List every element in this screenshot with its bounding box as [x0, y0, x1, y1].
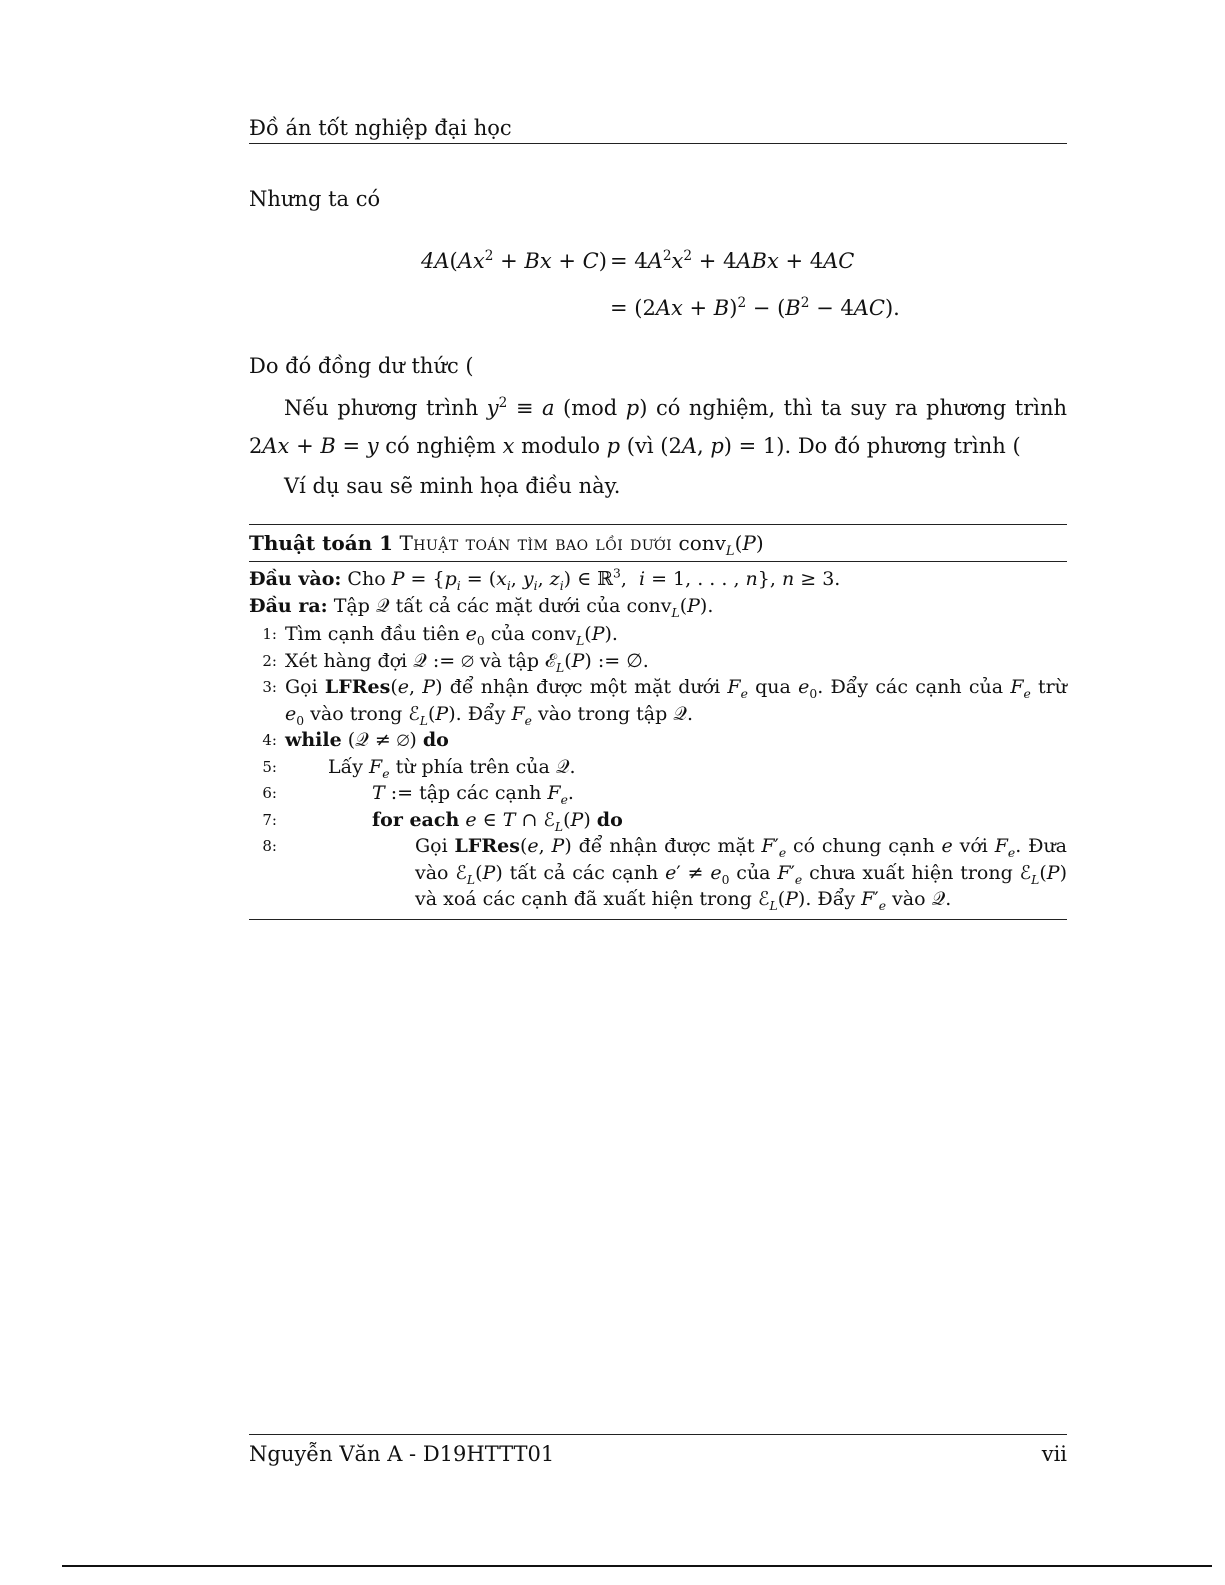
algorithm-label: Thuật toán 1 — [249, 531, 394, 555]
algorithm-step-4: 4: while (𝒬 ≠ ∅) do — [262, 729, 449, 751]
algorithm-box — [249, 524, 1067, 920]
algorithm-step-2: 2: Xét hàng đợi 𝒬 := ∅ và tập ℰ$_L$(P) := ∅. — [262, 649, 649, 675]
intro-text: Nhưng ta có — [249, 187, 381, 211]
algorithm-output: Đầu ra: Tập 𝒬 tất cả các mặt dưới của conv$_L$(P). — [249, 594, 714, 620]
algorithm-caption: Thuật toán 1 Thuật toán tìm bao lồi dưới conv$_L$(P) — [249, 525, 1067, 562]
page-number: vii — [1041, 1442, 1067, 1466]
equation-line-1-lhs: $4A(Ax^2 + Bx + C)$ — [421, 248, 607, 273]
equation-line-1-rhs: = $4A^2x^2 + 4ABx + 4AC$ — [610, 248, 855, 273]
algorithm-step-6: 6: T := tập các cạnh $F_e$. — [262, 782, 574, 807]
paragraph-2-line-2: 2Ax + B = y có nghiệm x modulo p (vì (2A, p) = 1). Do đó phương trình ( — [249, 434, 1021, 458]
algorithm-step-1: 1: Tìm cạnh đầu tiên $e_0$ của conv$_L$(P). — [262, 623, 618, 648]
algorithm-input: Đầu vào: Cho $P = \{p_i = (x_i$, $y_i$, $z_i$) ∈ ℝ$^3$, i = 1, . . . , n}, n ≥ 3. — [249, 566, 841, 593]
output-label: Đầu ra: — [249, 594, 328, 617]
page-bottom-edge — [62, 1565, 1212, 1567]
algorithm-step-3: 3: Gọi LFRes(e, P) để nhận được một mặt dưới $F_e$ qua $e_0$. Đẩy các cạnh của $F_e$ trừ $e_0$ vào trong ℰ$_L$(P). Đẩy $F_e$ vào trong tập 𝒬. — [262, 676, 1067, 728]
algorithm-title: Thuật toán tìm bao lồi dưới — [399, 531, 673, 555]
algorithm-step-5: 5: Lấy $F_e$ từ phía trên của 𝒬. — [262, 755, 576, 781]
algorithm-step-7: 7: for each e ∈ T ∩ ℰ$_L$(P) do — [262, 808, 623, 834]
paragraph-3: Ví dụ sau sẽ minh họa điều này. — [284, 474, 621, 498]
algorithm-step-8: 8: Gọi LFRes(e, P) để nhận được mặt $F'_e$ có chung cạnh e với $F_e$. Đưa vào ℰ$_L$(P) tất cả các cạnh $e' \ne e_0$ của $F'_e$ chưa xuất hiện trong ℰ$_L$(P) và xoá các cạnh đã xuất hiện trong ℰ$_L$(P). Đẩy $F'_e$ vào 𝒬. — [262, 835, 1068, 913]
footer-rule — [249, 1434, 1067, 1435]
input-label: Đầu vào: — [249, 568, 342, 590]
equation-line-2-rhs: = $(2Ax + B)^2 - (B^2 - 4AC)$. — [610, 295, 900, 320]
footer-author: Nguyễn Văn A - D19HTTT01 — [249, 1442, 555, 1466]
running-header: Đồ án tốt nghiệp đại học — [249, 116, 1067, 144]
paragraph-1: Do đó đồng dư thức ( — [249, 354, 474, 378]
paragraph-2-line-1: Nếu phương trình $y^2 \equiv a$ (mod p) có nghiệm, thì ta suy ra phương trình — [284, 395, 1068, 420]
algorithm-body — [249, 562, 1067, 919]
